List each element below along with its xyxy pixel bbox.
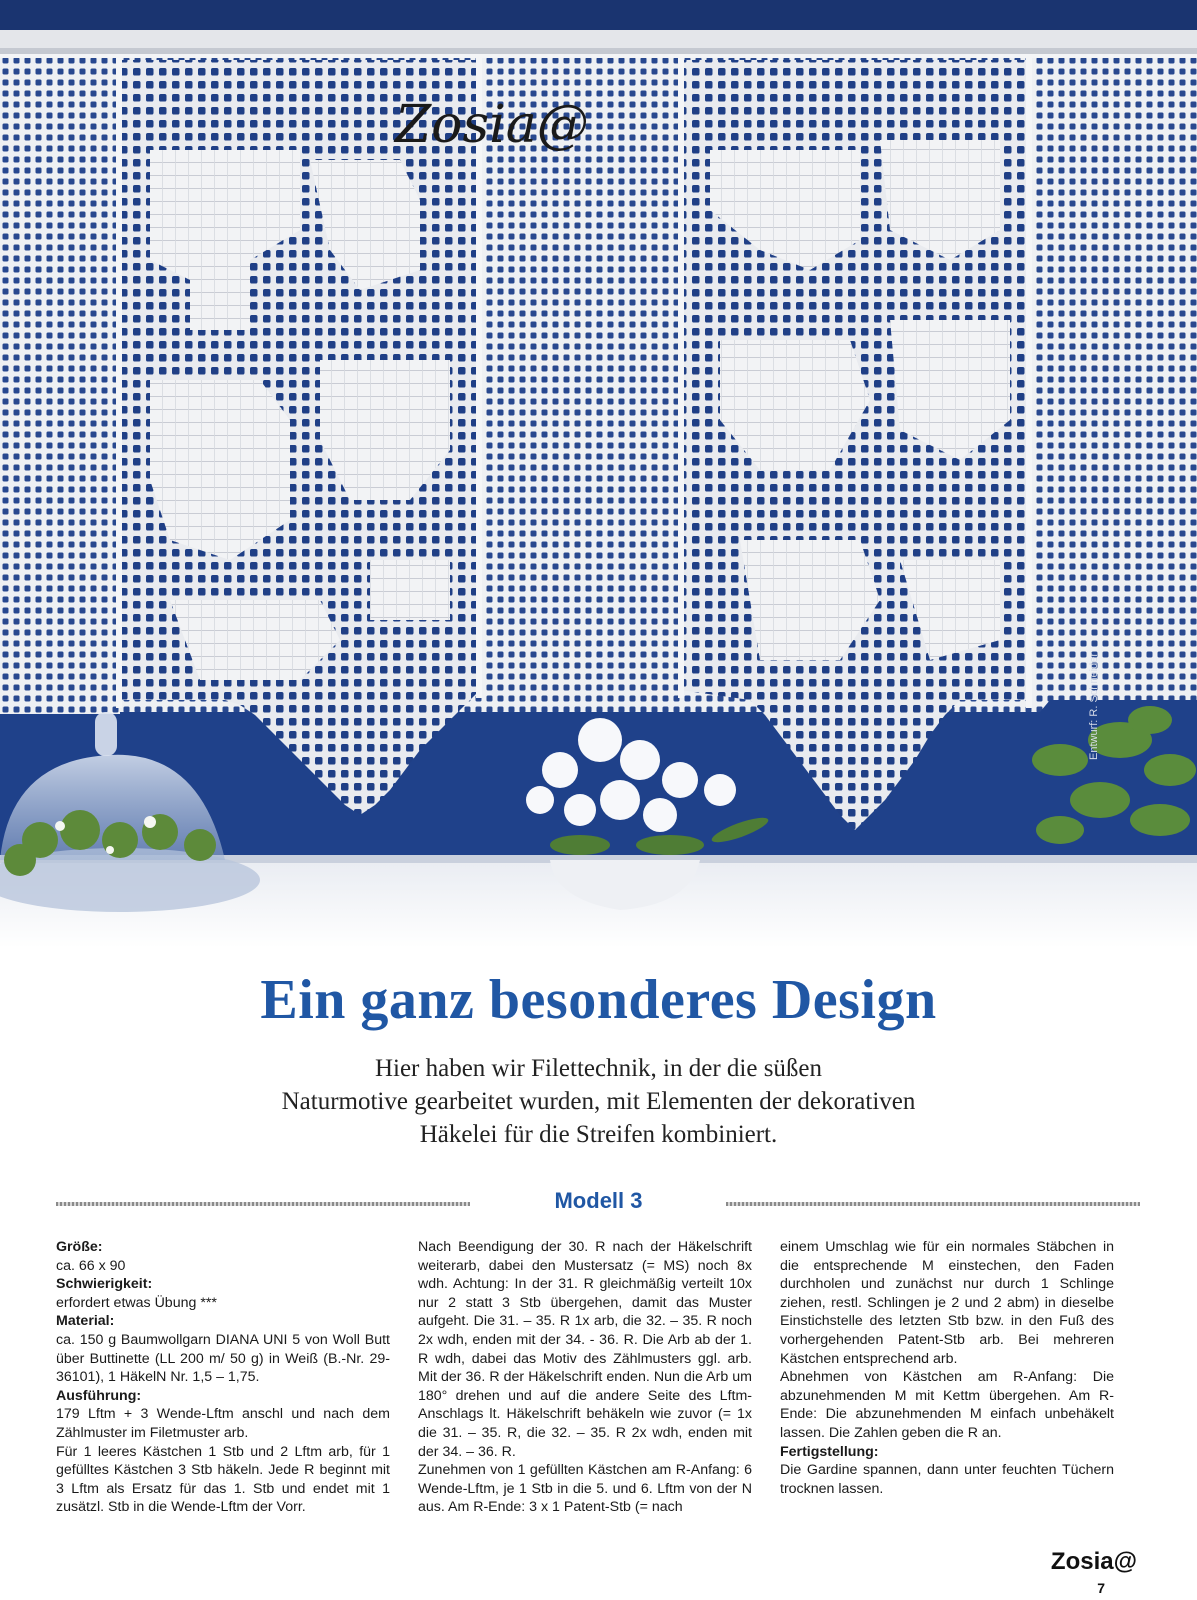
paragraph: ca. 150 g Baumwollgarn DIANA UNI 5 von Woll Butt über Buttinette (LL 200 m/ 50 g) in Weiß (B.-Nr. 29-36101), 1 HäkelN Nr. 1,5 – 1,75. (56, 1331, 390, 1386)
column-1 (56, 1238, 390, 1517)
page-title: Ein ganz besonderes Design (260, 969, 937, 1031)
paragraph: Für 1 leeres Kästchen 1 Stb und 2 Lftm arb, für 1 gefülltes Kästchen 3 Stb häkeln. Jede R beginnt mit 3 Lftm als Ersatz für das 1. Stb und endet mit 1 zusätzl. Stb in die Wende-Lftm der Vorr. (56, 1443, 390, 1516)
divider-right (726, 1202, 1140, 1206)
section-heading: Ausführung: (56, 1387, 142, 1404)
column-2 (418, 1238, 752, 1517)
section-heading: Größe: (56, 1239, 103, 1255)
footer-mark: Zosia@ (1050, 1548, 1137, 1575)
section-heading: Schwierigkeit: (56, 1276, 153, 1293)
paragraph: einem Umschlag wie für ein normales Stäbchen in die entsprechende M einstechen, den Faden durchholen und zunächst nur durch 1 Schlinge ziehen, restl. Schlingen je 2 und 2 abm) in dieselbe Einstichstelle des letzten Stb bzw. in den Fuß des vorhergehenden Patent-Stb arb. Bei mehreren Kästchen entsprechend arb. (780, 1239, 1114, 1367)
watermark (395, 95, 635, 175)
paragraph: 179 Lftm + 3 Wende-Lftm anschl und nach dem Zählmuster im Filetmuster arb. (56, 1406, 390, 1441)
column-3 (780, 1238, 1114, 1498)
paragraph: Abnehmen von Kästchen am R-Anfang: Die abzunehmenden M mit Kettm übergehen. Am R-Ende: Die abzunehmenden M einfach unbehäkelt lassen. Die Zahlen geben die R an. (780, 1369, 1114, 1441)
paragraph: ca. 66 x 90 (56, 1257, 126, 1274)
watermark-text: Zosia@ (395, 95, 589, 155)
section-heading: Material: (56, 1313, 115, 1330)
paragraph: Die Gardine spannen, dann unter feuchten Tüchern trocknen lassen. (780, 1462, 1114, 1497)
intro-line: Naturmotive gearbeitet wurden, mit Elementen der dekorativen (281, 1088, 916, 1115)
paragraph: Nach Beendigung der 30. R nach der Häkelschrift weiterarb, dabei den Mustersatz (= MS) noch 8x wdh. Achtung: In der 31. R gleichmäßig verteilt 10x nur 2 statt 3 Stb übergehen, damit das Muster aufgeht. Die 31. – 35. R 1x arb, die 32. – 35. R noch 2x wdh, enden mit der 34. - 36. R. Die Arb ab der 1. R wdh, dabei das Motiv des Zählmusters ggl. arb. Mit der 36. R der Häkelschrift enden. Nun die Arb um 180° drehen und auf die andere Seite des Lftm-Anschlags lt. Häkelschrift behäkeln wie zuvor (= 1x die 31. – 35. R, die 32. – 35. R 2x wdh, enden mit der 34. – 36. R. (418, 1239, 752, 1460)
photo-credit: Entwurf: R. Schneider (1088, 653, 1100, 760)
page-number: 7 (1097, 1580, 1105, 1596)
section-title: Modell 3 (554, 1188, 643, 1213)
paragraph: erfordert etwas Übung *** (56, 1294, 217, 1311)
paragraph: Zunehmen von 1 gefüllten Kästchen am R-Anfang: 6 Wende-Lftm, je 1 Stb in die 5. und 6. Lftm von der N aus. Am R-Ende: 3 x 1 Patent-Stb (= nach (418, 1462, 752, 1516)
intro-text (90, 1052, 1107, 1151)
intro-line: Häkelei für die Streifen kombiniert. (419, 1121, 778, 1148)
intro-line: Hier haben wir Filettechnik, in der die süßen (374, 1055, 823, 1082)
divider-left (56, 1202, 470, 1206)
section-heading: Fertigstellung: (780, 1443, 879, 1460)
